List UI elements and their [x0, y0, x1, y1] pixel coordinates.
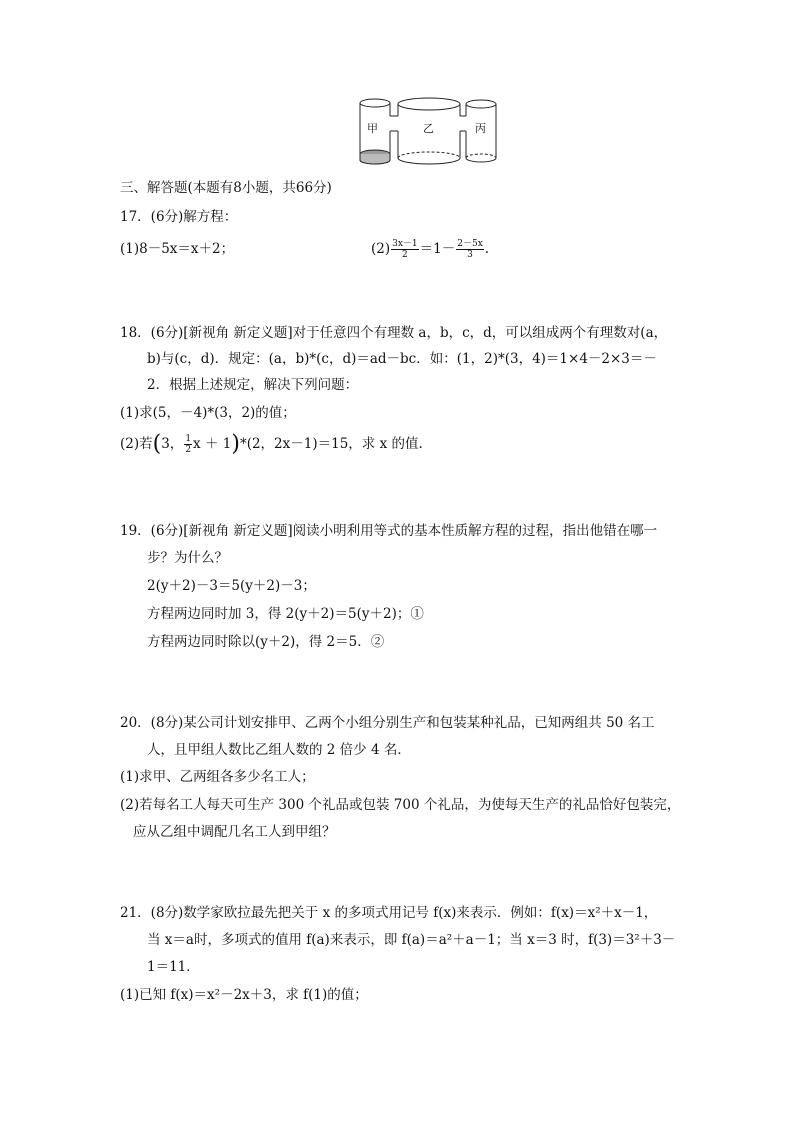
- q20-line2: 人，且甲组人数比乙组人数的 2 倍少 4 名．: [147, 742, 411, 758]
- q19-line2: 步？为什么？: [147, 550, 228, 566]
- q21-part1: (1)已知 f(x)＝x²－2x＋3，求 f(1)的值；: [120, 987, 368, 1003]
- q17-part2: [371, 239, 489, 260]
- q18-part2-b: x ＋ 1: [193, 436, 232, 452]
- label-jia: 甲: [367, 122, 378, 135]
- q19-line1: 19．(6分)[新视角 新定义题]阅读小明利用等式的基本性质解方程的过程，指出他错在哪一: [120, 523, 658, 539]
- q18-line1: 18．(6分)[新视角 新定义题]对于任意四个有理数 a，b，c，d，可以组成两个有理数对(a，: [120, 325, 668, 341]
- q19-step1: 方程两边同时加 3，得 2(y＋2)＝5(y＋2)；①: [147, 606, 424, 622]
- label-yi: 乙: [423, 122, 434, 135]
- q18-part1: (1)求(5，－4)*(3，2)的值；: [120, 405, 296, 421]
- q17-fraction-2: [456, 239, 484, 260]
- q18-part2-a: 3，: [161, 436, 184, 452]
- open-paren: (: [152, 431, 162, 457]
- q21-line2: 当 x＝a时，多项式的值用 f(a)来表示，即 f(a)＝a²＋a－1；当 x＝3 时，f(3)＝3²＋3－: [147, 932, 676, 948]
- q20-part1: (1)求甲、乙两组各多少名工人；: [120, 769, 315, 785]
- close-paren: ): [231, 431, 240, 457]
- cylinders-figure: [356, 96, 502, 168]
- q17-frac2-num: 2－5x: [457, 239, 483, 249]
- q17-part2-mid: ＝1－: [419, 241, 456, 257]
- q17-frac1-num: 3x－1: [392, 239, 418, 249]
- label-bing: 丙: [475, 122, 486, 135]
- q19-step0: 2(y＋2)－3＝5(y＋2)－3；: [147, 578, 316, 594]
- q18-frac-num: 1: [185, 434, 192, 444]
- q18-half-fraction: [184, 434, 192, 455]
- q20-part2-line1: (2)若每名工人每天可生产 300 个礼品或包装 700 个礼品，为使每天生产的礼品恰好包装完，: [120, 797, 681, 813]
- q18-part2-prefix: (2)若: [120, 436, 153, 452]
- q17-frac2-den: 3: [467, 250, 473, 260]
- liquid-body: [360, 154, 390, 164]
- q20-part2-line2: 应从乙组中调配几名工人到甲组？: [133, 824, 336, 840]
- q17-fraction-1: [391, 239, 419, 260]
- q21-line3: 1＝11．: [147, 959, 200, 975]
- q17-part1: (1)8－5x＝x＋2；: [120, 241, 235, 257]
- q18-line2: b)与(c，d)．规定：(a，b)*(c，d)＝ad－bc．如：(1，2)*(3，4)＝1×4－2×3＝－: [147, 351, 657, 367]
- q18-part2: [120, 431, 423, 457]
- q18-part2-c: *(2，2x－1)＝15，求 x 的值.: [239, 436, 423, 452]
- q19-step2: 方程两边同时除以(y＋2)，得 2＝5．②: [147, 634, 385, 650]
- q17-frac1-den: 2: [402, 250, 408, 260]
- q17-part2-prefix: (2): [371, 241, 391, 257]
- q21-line1: 21．(8分)数学家欧拉最先把关于 x 的多项式用记号 f(x)来表示．例如：f(x)＝x²＋x－1，: [120, 905, 658, 921]
- section-heading: 三、解答题(本题有8小题，共66分): [120, 180, 332, 196]
- q20-line1: 20．(8分)某公司计划安排甲、乙两个小组分别生产和包装某种礼品，已知两组共 50 名工: [120, 715, 655, 731]
- q17-heading: 17．(6分)解方程：: [120, 209, 238, 225]
- q18-frac-den: 2: [185, 445, 192, 455]
- q18-line3: 2．根据上述规定，解决下列问题：: [147, 377, 359, 393]
- q17-part2-end: .: [484, 241, 490, 257]
